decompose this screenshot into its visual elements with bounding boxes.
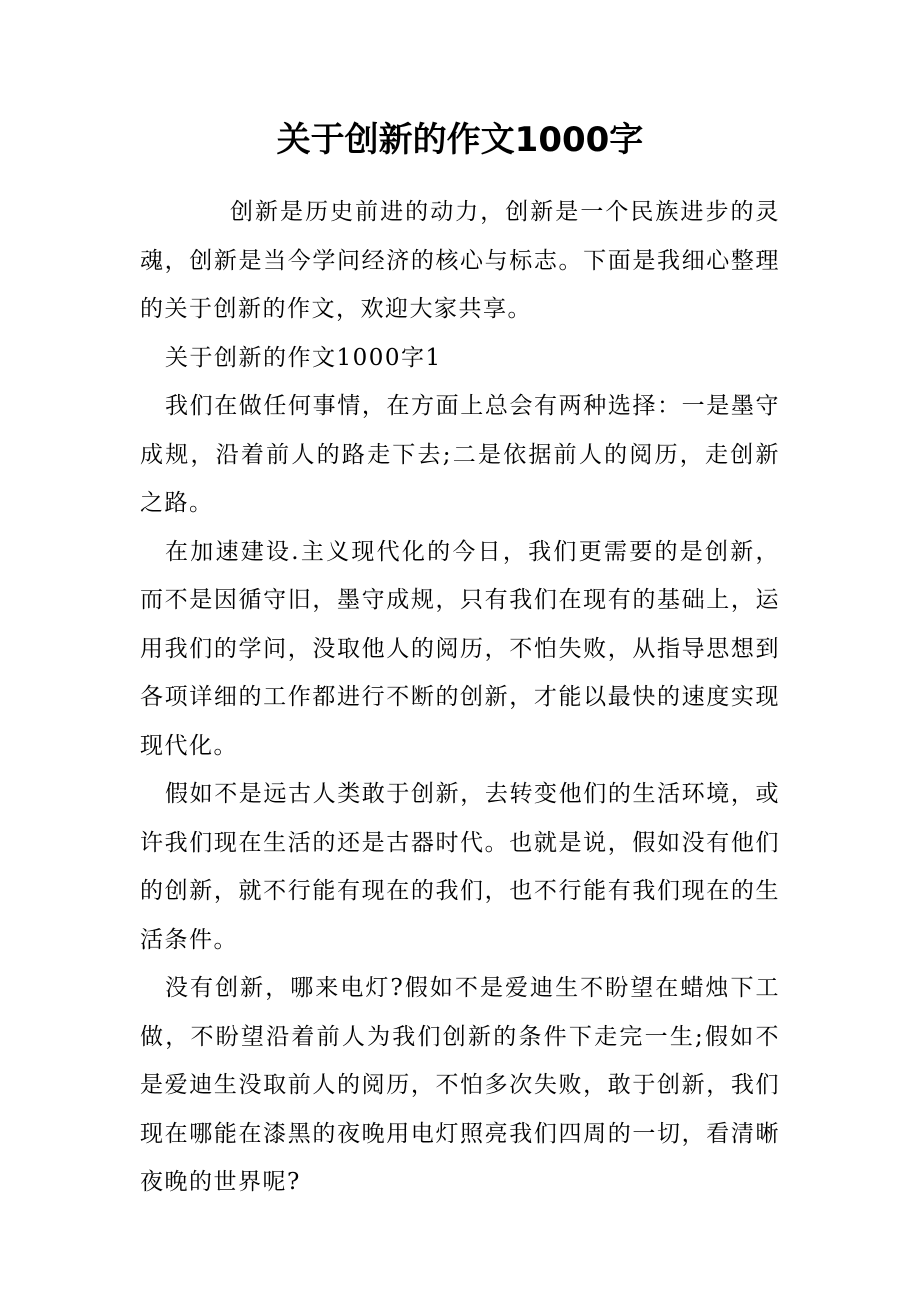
document-body <box>140 188 780 1207</box>
body-paragraph: 没有创新，哪来电灯?假如不是爱迪生不盼望在蜡烛下工做，不盼望沿着前人为我们创新的条件下走完一生;假如不是爱迪生没取前人的阅历，不怕多次失败，敢于创新，我们现在哪能在漆黑的夜晚用电灯照亮我们四周的一切，看清晰夜晚的世界呢? <box>140 975 780 1195</box>
body-paragraph: 我们在做任何事情，在方面上总会有两种选择：一是墨守成规，沿着前人的路走下去;二是依据前人的阅历，走创新之路。 <box>140 393 780 516</box>
document-title: 关于创新的作文1000字 <box>276 120 644 160</box>
intro-paragraph: 创新是历史前进的动力，创新是一个民族进步的灵魂，创新是当今学问经济的核心与标志。下面是我细心整理的关于创新的作文，欢迎大家共享。 <box>140 199 780 322</box>
body-paragraph: 假如不是远古人类敢于创新，去转变他们的生活环境，或许我们现在生活的还是古器时代。也就是说，假如没有他们的创新，就不行能有现在的我们，也不行能有我们现在的生活条件。 <box>140 781 780 953</box>
section-heading: 关于创新的作文1000字1 <box>165 344 442 371</box>
body-paragraph: 在加速建设.主义现代化的今日，我们更需要的是创新，而不是因循守旧，墨守成规，只有我们在现有的基础上，运用我们的学问，没取他人的阅历，不怕失败，从指导思想到各项详细的工作都进行不断的创新，才能以最快的速度实现现代化。 <box>140 538 780 759</box>
